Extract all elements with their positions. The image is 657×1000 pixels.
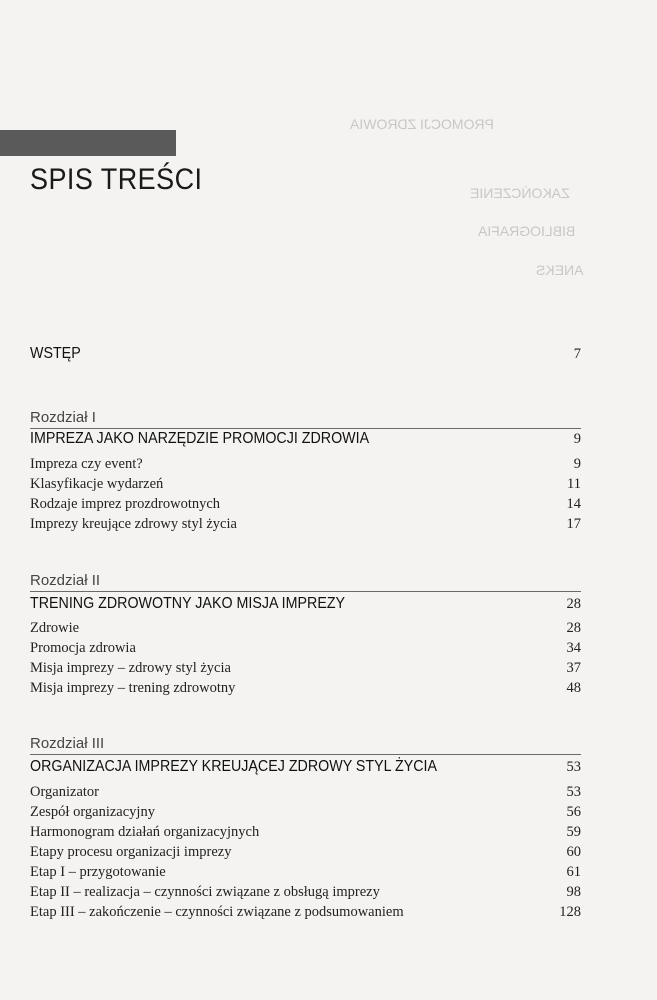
toc-entry-text: Etapy procesu organizacji imprezy (30, 844, 232, 860)
show-through-text: PROMOCJI ZDROWIA (350, 116, 494, 132)
toc-entry-page: 9 (573, 456, 581, 472)
toc-entry (30, 456, 581, 473)
toc-entry (30, 640, 581, 657)
toc-entry-page: 17 (566, 516, 581, 532)
chapter-3-heading-page: 53 (566, 759, 581, 775)
toc-entry-text: Etap II – realizacja – czynności związane z obsługą imprezy (30, 884, 380, 900)
toc-entry (30, 516, 581, 533)
toc-entry-text: Harmonogram działań organizacyjnych (30, 824, 260, 840)
chapter-1-label: Rozdział I (30, 409, 96, 426)
title-bar (0, 130, 176, 156)
chapter-2-label: Rozdział II (30, 572, 101, 589)
show-through-text: ZAKOŃCZENIE (470, 185, 570, 201)
toc-entry (30, 824, 581, 841)
toc-entry-page: 128 (559, 904, 581, 920)
toc-entry (30, 864, 581, 881)
chapter-1-heading: IMPREZA JAKO NARZĘDZIE PROMOCJI ZDROWIA (30, 430, 370, 447)
toc-intro (30, 345, 581, 363)
toc-entry-page: 60 (566, 844, 581, 860)
toc-entry-page: 14 (566, 496, 581, 512)
toc-entry-page: 98 (566, 884, 581, 900)
chapter-2-rule (30, 591, 581, 592)
chapter-2-heading-row (30, 595, 581, 613)
intro-page: 7 (573, 346, 581, 362)
toc-entry-text: Promocja zdrowia (30, 640, 136, 656)
toc-entry-text: Misja imprezy – trening zdrowotny (30, 680, 236, 696)
toc-entry-page: 53 (566, 784, 581, 800)
toc-entry (30, 496, 581, 513)
toc-entry-page: 59 (566, 824, 581, 840)
toc-entry (30, 784, 581, 801)
toc-entry-page: 56 (566, 804, 581, 820)
toc-entry (30, 844, 581, 861)
chapter-3-heading: ORGANIZACJA IMPREZY KREUJĄCEJ ZDROWY STYL ŻYCIA (30, 758, 438, 775)
chapter-1-heading-row (30, 430, 581, 448)
page-title: SPIS TREŚCI (30, 163, 203, 196)
toc-entry-text: Imprezy kreujące zdrowy styl życia (30, 516, 237, 532)
toc-entry (30, 804, 581, 821)
toc-entry-page: 61 (566, 864, 581, 880)
toc-entry-text: Organizator (30, 784, 99, 800)
show-through-text: BIBLIOGRAFIA (478, 223, 576, 239)
toc-entry (30, 904, 581, 921)
toc-entry-text: Zespół organizacyjny (30, 804, 155, 820)
toc-entry-text: Zdrowie (30, 620, 80, 636)
toc-entry-page: 11 (567, 476, 581, 492)
toc-entry-page: 48 (566, 680, 581, 696)
chapter-2-heading-page: 28 (566, 596, 581, 612)
toc-entry (30, 680, 581, 697)
toc-entry (30, 660, 581, 677)
chapter-3-rule (30, 754, 581, 755)
chapter-2-heading: TRENING ZDROWOTNY JAKO MISJA IMPREZY (30, 595, 346, 612)
toc-entry-text: Etap I – przygotowanie (30, 864, 166, 880)
chapter-3-heading-row (30, 758, 581, 776)
toc-entry (30, 884, 581, 901)
chapter-1-rule (30, 428, 581, 429)
toc-entry-text: Rodzaje imprez prozdrowotnych (30, 496, 221, 512)
toc-entry-text: Impreza czy event? (30, 456, 143, 472)
toc-entry-text: Etap III – zakończenie – czynności związane z podsumowaniem (30, 904, 404, 920)
toc-entry-page: 34 (566, 640, 581, 656)
toc-entry (30, 620, 581, 637)
toc-entry (30, 476, 581, 493)
toc-entry-page: 28 (566, 620, 581, 636)
intro-label: WSTĘP (30, 345, 81, 362)
toc-entry-text: Klasyfikacje wydarzeń (30, 476, 164, 492)
show-through-text: ANEKS (536, 262, 584, 278)
chapter-3-label: Rozdział III (30, 735, 105, 752)
toc-entry-page: 37 (566, 660, 581, 676)
chapter-1-heading-page: 9 (573, 431, 581, 447)
toc-entry-text: Misja imprezy – zdrowy styl życia (30, 660, 231, 676)
